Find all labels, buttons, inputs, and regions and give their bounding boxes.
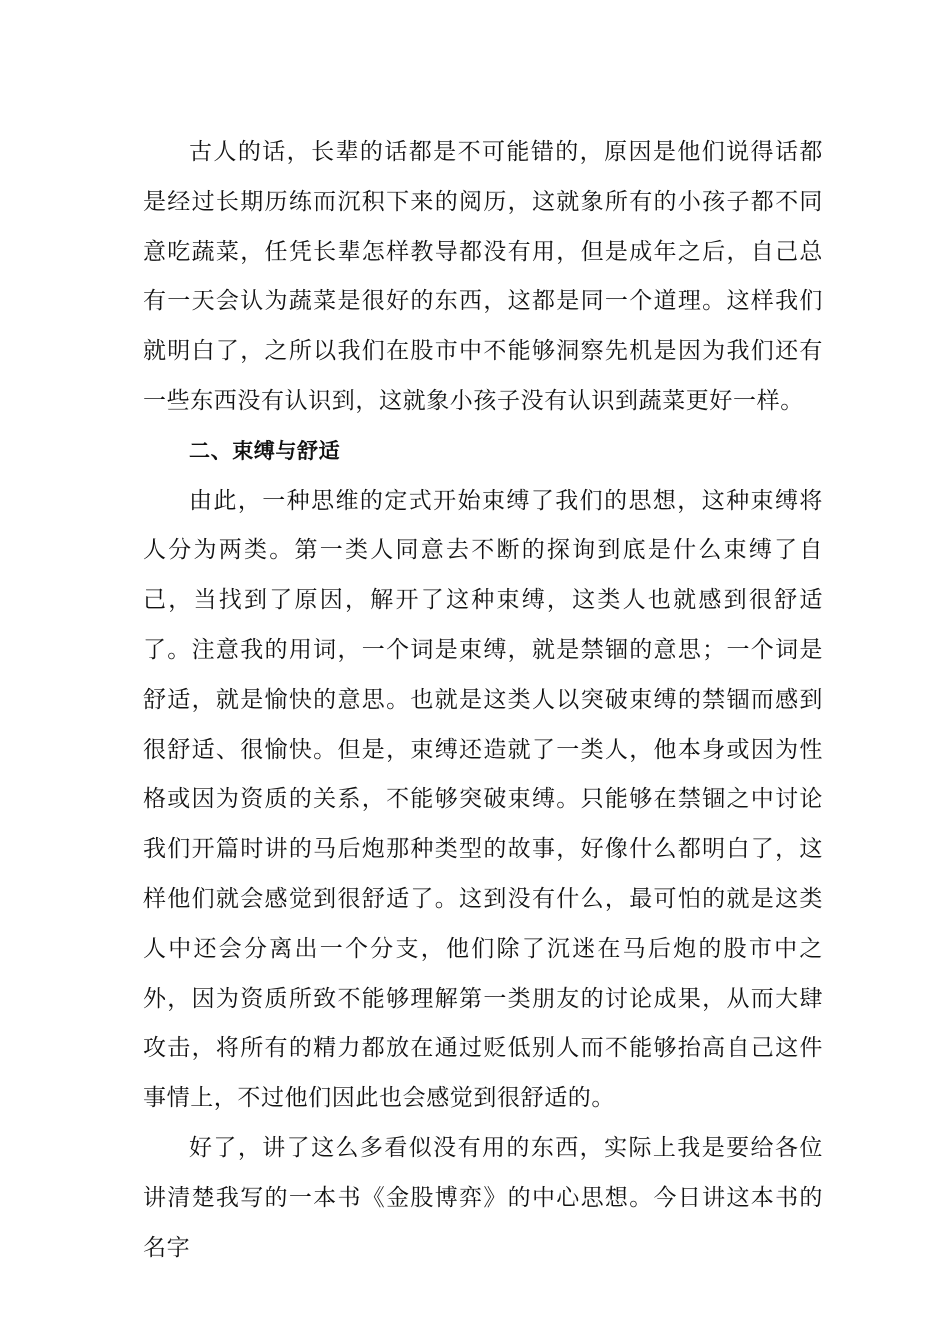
paragraph-book-intro: 好了，讲了这么多看似没有用的东西，实际上我是要给各位讲清楚我写的一本书《金股博弈》的中心思想。今日讲这本书的名字 xyxy=(143,1134,823,1261)
document-body xyxy=(143,128,823,1273)
paragraph-constraint: 由此，一种思维的定式开始束缚了我们的思想，这种束缚将人分为两类。第一类人同意去不断的探询到底是什么束缚了自己，当找到了原因，解开了这种束缚，这类人也就感到很舒适了。注意我的用词，一个词是束缚，就是禁锢的意思；一个词是舒适，就是愉快的意思。也就是这类人以突破束缚的禁锢而感到很舒适、很愉快。但是，束缚还造就了一类人，他本身或因为性格或因为资质的关系，不能够突破束缚。只能够在禁锢之中讨论我们开篇时讲的马后炮那种类型的故事，好像什么都明白了，这样他们就会感觉到很舒适了。这到没有什么，最可怕的就是这类人中还会分离出一个分支，他们除了沉迷在马后炮的股市中之外，因为资质所致不能够理解第一类朋友的讨论成果，从而大肆攻击，将所有的精力都放在通过贬低别人而不能够抬高自己这件事情上，不过他们因此也会感觉到很舒适的。 xyxy=(143,487,823,1112)
paragraph-ancient-words: 古人的话，长辈的话都是不可能错的，原因是他们说得话都是经过长期历练而沉积下来的阅历，这就象所有的小孩子都不同意吃蔬菜，任凭长辈怎样教导都没有用，但是成年之后，自己总有一天会认为蔬菜是很好的东西，这都是同一个道理。这样我们就明白了，之所以我们在股市中不能够洞察先机是因为我们还有一些东西没有认识到，这就象小孩子没有认识到蔬菜更好一样。 xyxy=(143,139,823,414)
section-heading-constraint-and-comfort: 二、束缚与舒适 xyxy=(189,438,341,463)
